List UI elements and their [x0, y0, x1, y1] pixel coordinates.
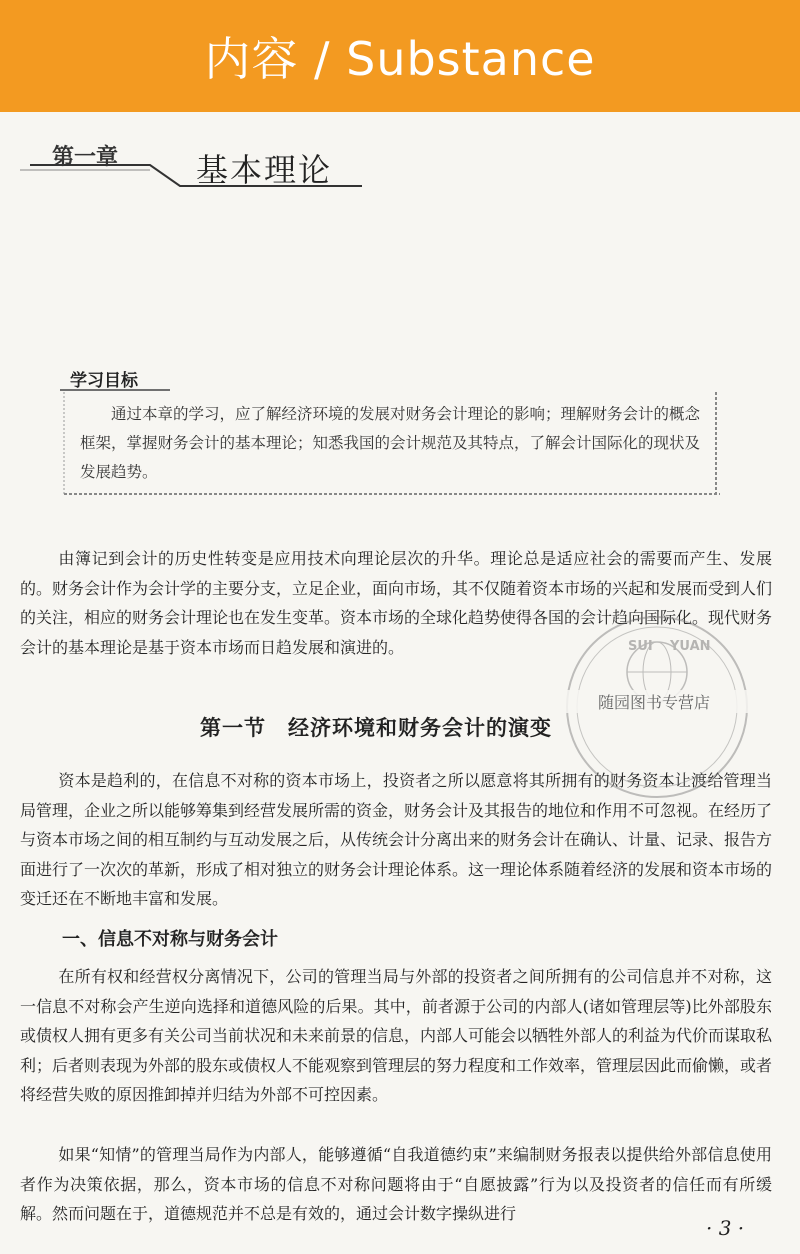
- watermark-latin-left: SUI: [628, 639, 653, 654]
- body-paragraph-2: 如果“知情”的管理当局作为内部人，能够遵循“自我道德约束”来编制财务报表以提供给外部信息使用者作为决策依据，那么，资本市场的信息不对称问题将由于“自愿披露”行为以及投资者的信任而有所缓解。然而问题在于，道德规范并不总是有效的，通过会计数字操纵进行: [20, 1145, 772, 1223]
- chapter-label: 第一章: [52, 144, 119, 170]
- watermark-shop-name: 随园图书专营店: [560, 690, 748, 713]
- section-title: 第一节 经济环境和财务会计的演变: [200, 715, 552, 740]
- intro-paragraph: 由簿记到会计的历史性转变是应用技术向理论层次的升华。理论总是适应社会的需要而产生、发展的。财务会计作为会计学的主要分支，立足企业，面向市场，其不仅随着资本市场的兴起和发展而受到人们的关注，相应的财务会计理论也在发生变革。资本市场的全球化趋势使得各国的会计趋向国际化。现代财务会计的基本理论是基于资本市场而日趋发展和演进的。: [20, 549, 773, 657]
- subsection-title: 一、信息不对称与财务会计: [62, 929, 278, 950]
- watermark-latin-right: YUAN: [670, 639, 711, 654]
- banner-title: 内容 / Substance: [204, 32, 596, 86]
- section-paragraph: 资本是趋利的，在信息不对称的资本市场上，投资者之所以愿意将其所拥有的财务资本让渡给管理当局管理，企业之所以能够筹集到经营发展所需的资金，财务会计及其报告的地位和作用不可忽视。在经历了与资本市场之间的相互制约与互动发展之后，从传统会计分离出来的财务会计在确认、计量、记录、报告方面进行了一次次的革新，形成了相对独立的财务会计理论体系。这一理论体系随着经济的发展和资本市场的变迁还在不断地丰富和发展。: [20, 771, 773, 908]
- body-paragraph-1: 在所有权和经营权分离情况下，公司的管理当局与外部的投资者之间所拥有的公司信息并不对称，这一信息不对称会产生逆向选择和道德风险的后果。其中，前者源于公司的内部人(诸如管理层等)比外部股东或债权人拥有更多有关公司当前状况和未来前景的信息，内部人可能会以牺牲外部人的利益为代价而谋取私利；后者则表现为外部的股东或债权人不能观察到管理层的努力程度和工作效率，管理层因此而偷懒，或者将经营失败的原因推卸掉并归结为外部不可控因素。: [20, 967, 773, 1104]
- objectives-heading: 学习目标: [70, 371, 138, 391]
- objectives-text: 通过本章的学习，应了解经济环境的发展对财务会计理论的影响；理解财务会计的概念框架，掌握财务会计的基本理论；知悉我国的会计规范及其特点，了解会计国际化的现状及发展趋势。: [80, 405, 701, 481]
- page-number: · 3 ·: [706, 1216, 745, 1240]
- chapter-title: 基本理论: [196, 151, 333, 189]
